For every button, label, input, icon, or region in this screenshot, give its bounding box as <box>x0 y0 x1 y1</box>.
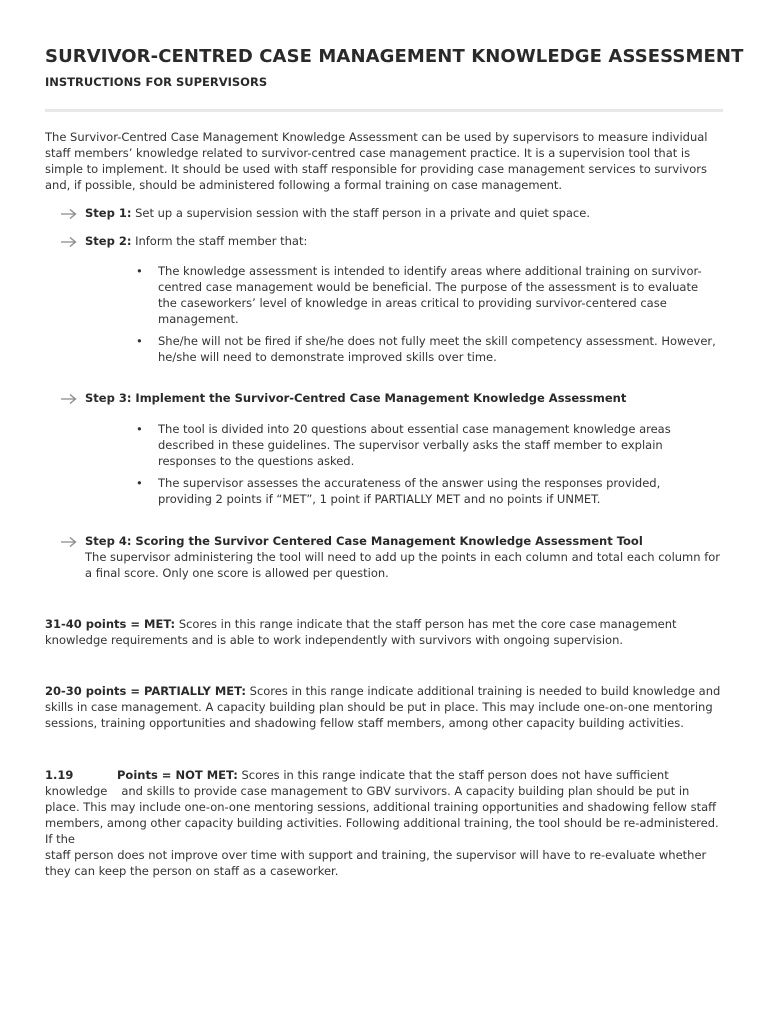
arrow-right-icon <box>60 390 78 406</box>
step-4-label: Step 4: Scoring the Survivor Centered Case Management Knowledge Assessment Tool <box>85 534 643 548</box>
score-band-not-met <box>45 767 723 879</box>
step-2-body: Inform the staff member that: <box>135 234 308 248</box>
bullet-text: She/he will not be fired if she/he does not fully meet the skill competency assessment. However, he/she will need to demonstrate improved skills over time. <box>158 334 716 364</box>
arrow-right-icon <box>60 233 78 249</box>
score-band-partially-met <box>45 683 723 731</box>
score-band-met <box>45 616 723 648</box>
score-label: 20-30 points = PARTIALLY MET: <box>45 684 246 698</box>
bullet-dot: • <box>136 476 143 490</box>
score-label: Points = NOT MET: <box>117 768 238 782</box>
bullet-text: The tool is divided into 20 questions about essential case management knowledge areas described in these guidelines. The supervisor verbally asks the staff member to explain responses to the questions asked. <box>158 422 671 468</box>
step-1-label: Step 1: <box>85 206 132 220</box>
score-text: Scores in this range indicate that the staff person has met the core case management knowledge requirements and is able to work independently with survivors with ongoing supervision. <box>45 617 677 647</box>
step-1-text <box>85 205 720 221</box>
score-text: staff person does not improve over time with support and training, the supervisor will have to re-evaluate whether they can keep the person on staff as a caseworker. <box>45 848 707 878</box>
score-text: Scores in this range indicate that the staff person does not have sufficient knowledge <box>45 768 669 798</box>
step-4-text <box>85 533 720 581</box>
document-subtitle: INSTRUCTIONS FOR SUPERVISORS <box>45 75 268 89</box>
bullet-dot: • <box>136 334 143 348</box>
score-number: 1.19 <box>45 768 74 782</box>
step-3-label: Step 3: Implement the Survivor-Centred Case Management Knowledge Assessment <box>85 391 627 405</box>
bullet-dot: • <box>136 264 143 278</box>
score-text: and skills to provide case management to GBV survivors. A capacity building plan should be put in place. This may include one-on-one mentoring sessions, additional training opportunities and shadowing fellow staff members, among other capacity building activities. Following additional training, the tool should be re-administered. If the <box>45 784 719 846</box>
list-item <box>136 333 716 365</box>
step-2-text <box>85 233 720 249</box>
score-text: Scores in this range indicate additional training is needed to build knowledge and skills in case management. A capacity building plan should be put in place. This may include one-on-one mentoring sessions, training opportunities and shadowing fellow staff members, among other capacity building activities. <box>45 684 721 730</box>
step-3-bullets <box>136 421 716 513</box>
step-3-text <box>85 390 720 406</box>
intro-paragraph: The Survivor-Centred Case Management Knowledge Assessment can be used by supervisors to measure individual staff members’ knowledge related to survivor-centred case management practice. It is a supervision tool that is simple to implement. It should be used with staff responsible for providing case management services to survivors and, if possible, should be administered following a formal training on case management. <box>45 130 708 192</box>
list-item <box>136 475 716 507</box>
arrow-right-icon <box>60 533 78 549</box>
step-2-label: Step 2: <box>85 234 132 248</box>
score-label: 31-40 points = MET: <box>45 617 176 631</box>
step-2-bullets <box>136 263 716 371</box>
arrow-right-icon <box>60 205 78 221</box>
list-item <box>136 421 716 469</box>
header-divider <box>45 109 723 112</box>
bullet-text: The supervisor assesses the accurateness of the answer using the responses provided, providing 2 points if “MET”, 1 point if PARTIALLY MET and no points if UNMET. <box>158 476 661 506</box>
step-4-body: The supervisor administering the tool will need to add up the points in each column and total each column for a final score. Only one score is allowed per question. <box>85 550 721 580</box>
bullet-dot: • <box>136 422 143 436</box>
document-title: SURVIVOR-CENTRED CASE MANAGEMENT KNOWLEDGE ASSESSMENT <box>45 46 744 67</box>
step-1-body: Set up a supervision session with the staff person in a private and quiet space. <box>135 206 590 220</box>
list-item <box>136 263 716 327</box>
bullet-text: The knowledge assessment is intended to identify areas where additional training on survivor- centred case management would be beneficial. The purpose of the assessment is to evaluate the caseworkers’ level of knowledge in areas critical to providing survivor-centered case management. <box>158 264 702 326</box>
